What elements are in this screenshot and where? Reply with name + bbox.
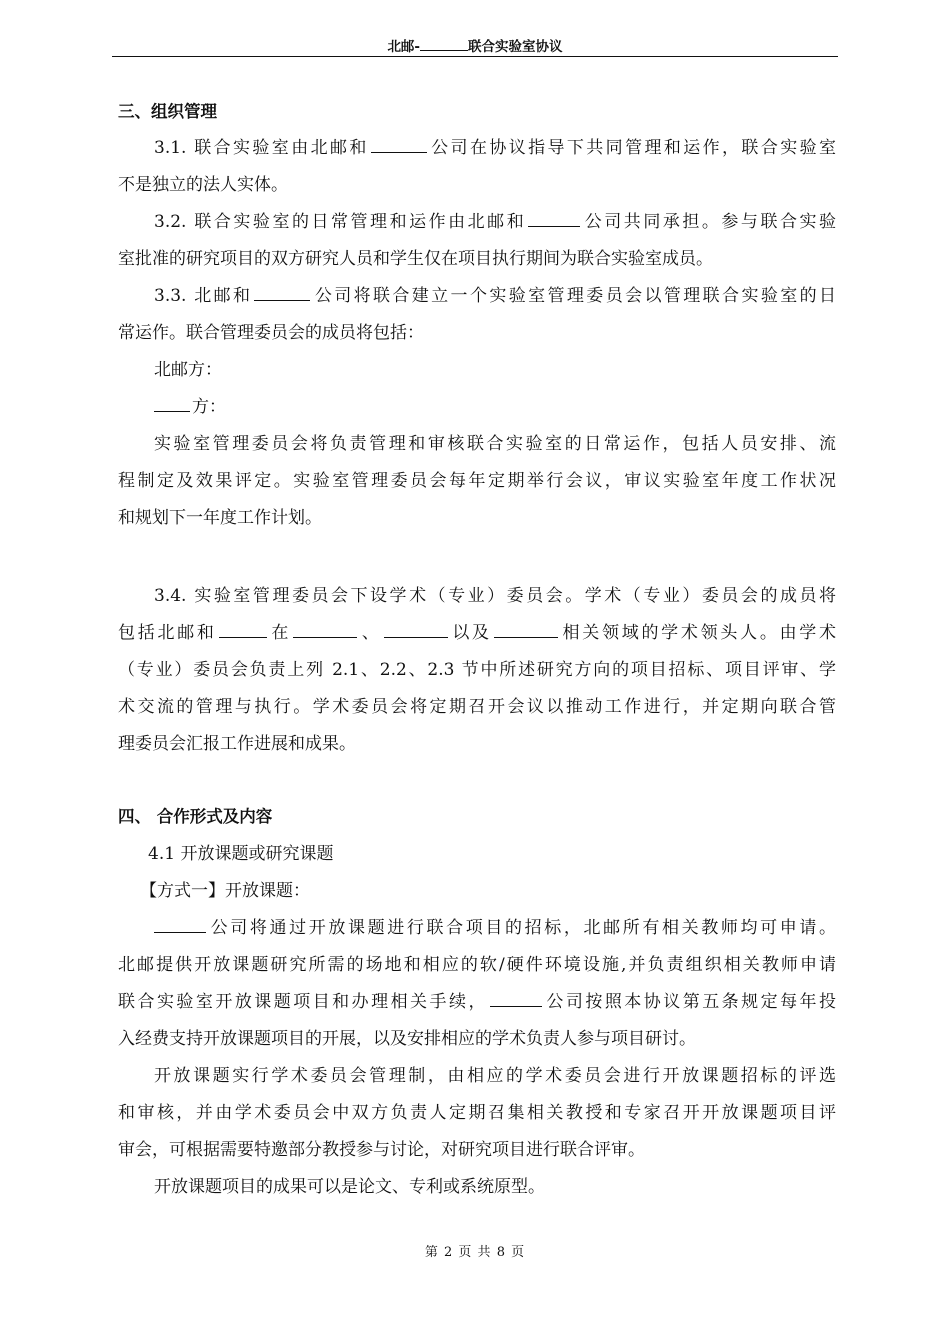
blank-field [254, 280, 310, 301]
clause-3-1-line1: 3.1. 联合实验室由北邮和 公司在协议指导下共同管理和运作，联合实验室 [154, 130, 836, 166]
header-rule [112, 56, 838, 57]
mode-1-para1-line1: 公司将通过开放课题进行联合项目的招标，北邮所有相关教师均可申请。 [154, 910, 836, 946]
header-blank [420, 38, 468, 51]
blank-field [293, 617, 357, 638]
header-left: 北邮- [387, 39, 421, 55]
bupt-side-label: 北邮方： [154, 360, 222, 380]
clause-3-2-line2: 室批准的研究项目的双方研究人员和学生仅在项目执行期间为联合实验室成员。 [118, 249, 713, 269]
clause-3-3-desc-line3: 和规划下一年度工作计划。 [118, 508, 322, 528]
blank-field [384, 617, 448, 638]
clause-4-1-title: 4.1 开放课题或研究课题 [148, 844, 334, 864]
header-title: 联合实验室协议 [468, 39, 563, 55]
mode-1-para1-line3: 联合实验室开放课题项目和办理相关手续， 公司按照本协议第五条规定每年投 [118, 984, 836, 1020]
blank-field [494, 617, 558, 638]
clause-3-4-line1: 3.4. 实验室管理委员会下设学术（专业）委员会。学术（专业）委员会的成员将 [154, 586, 836, 606]
mode-1-para1-line2: 北邮提供开放课题研究所需的场地和相应的软/硬件环境设施,并负责组织相关教师申请 [118, 955, 836, 975]
blank-field [490, 986, 542, 1007]
mode-1-title: 【方式一】开放课题： [140, 881, 310, 901]
clause-3-4-line4: 术交流的管理与执行。学术委员会将定期召开会议以推动工作进行，并定期向联合管 [118, 697, 836, 717]
clause-3-4-line2: 包括北邮和 在 、 以及 相关领域的学术领头人。由学术 [118, 615, 836, 651]
blank-field [528, 206, 580, 227]
section-4-title: 四、 合作形式及内容 [118, 807, 273, 826]
clause-3-3-desc-line2: 程制定及效果评定。实验室管理委员会每年定期举行会议，审议实验室年度工作状况 [118, 471, 836, 491]
clause-3-3-desc-line1: 实验室管理委员会将负责管理和审核联合实验室的日常运作，包括人员安排、流 [154, 434, 836, 454]
clause-3-3-line2: 常运作。联合管理委员会的成员将包括： [118, 323, 424, 343]
clause-3-1-line2: 不是独立的法人实体。 [118, 175, 288, 195]
mode-1-para2-line3: 审会，可根据需要特邀部分教授参与讨论，对研究项目进行联合评审。 [118, 1140, 645, 1160]
blank-field [154, 912, 206, 933]
clause-3-4-line5: 理委员会汇报工作进展和成果。 [118, 734, 356, 754]
mode-1-para1-line4: 入经费支持开放课题项目的开展，以及安排相应的学术负责人参与项目研讨。 [118, 1029, 696, 1049]
blank-field [219, 617, 267, 638]
blank-field [371, 132, 427, 153]
mode-1-para2-line2: 和审核，并由学术委员会中双方负责人定期召集相关教授和专家召开开放课题项目评 [118, 1103, 836, 1123]
section-3-title: 三、组织管理 [118, 102, 217, 121]
mode-1-para3: 开放课题项目的成果可以是论文、专利或系统原型。 [154, 1177, 545, 1197]
clause-3-4-line3: （专业）委员会负责上列 2.1、2.2、2.3 节中所述研究方向的项目招标、项目评审、学 [118, 660, 836, 680]
clause-3-2-line1: 3.2. 联合实验室的日常管理和运作由北邮和 公司共同承担。参与联合实验 [154, 204, 836, 240]
clause-3-3-line1: 3.3. 北邮和 公司将联合建立一个实验室管理委员会以管理联合实验室的日 [154, 278, 836, 314]
blank-field [154, 391, 190, 412]
page-header [112, 38, 838, 56]
mode-1-para2-line1: 开放课题实行学术委员会管理制，由相应的学术委员会进行开放课题招标的评选 [154, 1066, 836, 1086]
other-side-label: 方： [154, 389, 226, 425]
page-number: 第 2 页 共 8 页 [424, 1245, 526, 1260]
